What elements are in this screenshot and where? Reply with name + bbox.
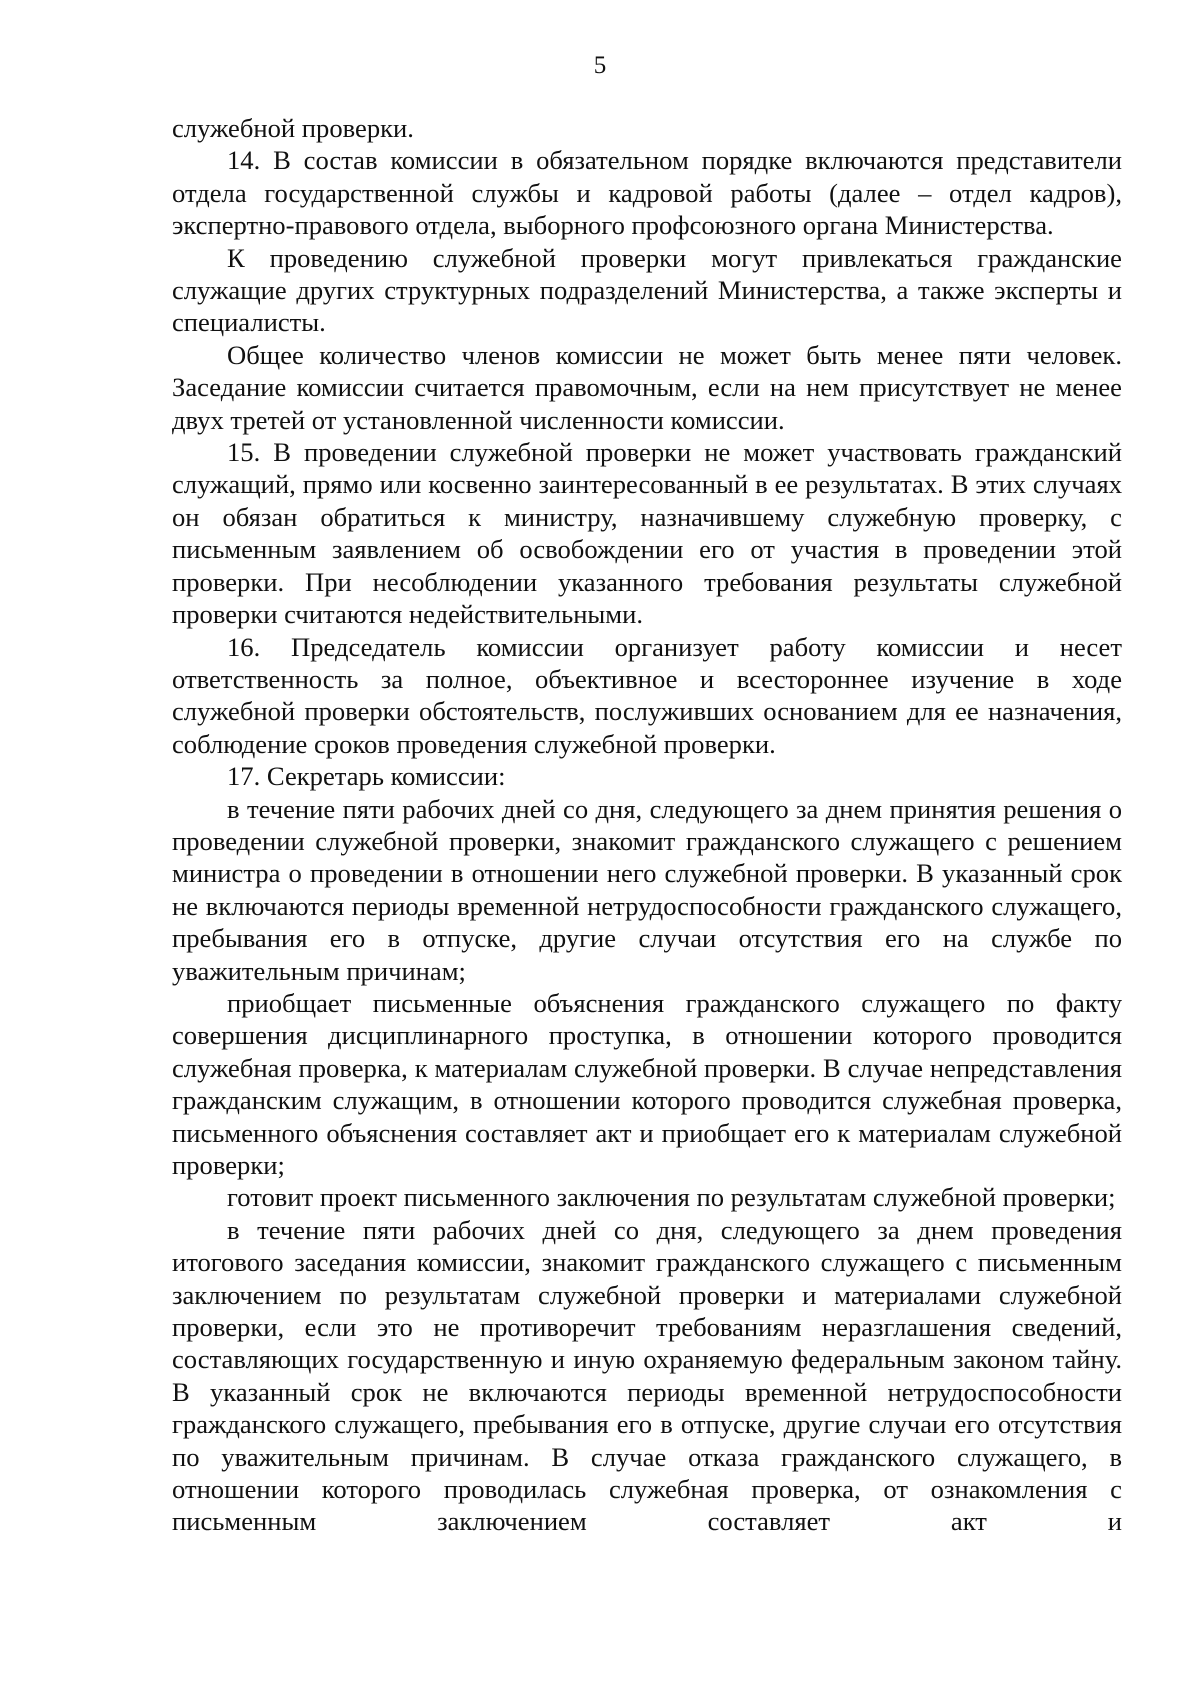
paragraph-item-16: 16. Председатель комиссии организует работу комиссии и несет ответственность за полное, объективное и всестороннее изучение в ходе служебной проверки обстоятельств, послуживших основанием для ее назначения, соблюдение сроков проведения служебной проверки.	[172, 631, 1122, 759]
paragraph-secretary-duty-2: приобщает письменные объяснения гражданского служащего по факту совершения дисциплинарного проступка, в отношении которого проводится служебная проверка, к материалам служебной проверки. В случае непредставления гражданским служащим, в отношении которого проводится служебная проверка, письменного объяснения составляет акт и приобщает его к материалам служебной проверки;	[172, 987, 1122, 1180]
document-body	[172, 112, 1122, 1538]
paragraph-involvement: К проведению служебной проверки могут привлекаться гражданские служащие других структурных подразделений Министерства, а также эксперты и специалисты.	[172, 242, 1122, 338]
paragraph-quorum: Общее количество членов комиссии не может быть менее пяти человек. Заседание комиссии считается правомочным, если на нем присутствует не менее двух третей от установленной численности комиссии.	[172, 339, 1122, 435]
paragraph-secretary-duty-4: в течение пяти рабочих дней со дня, следующего за днем проведения итогового заседания комиссии, знакомит гражданского служащего с письменным заключением по результатам служебной проверки и материалами служебной проверки, если это не противоречит требованиям неразглашения сведений, составляющих государственную и иную охраняемую федеральным законом тайну. В указанный срок не включаются периоды временной нетрудоспособности гражданского служащего, пребывания его в отпуске, другие случаи его отсутствия по уважительным причинам. В случае отказа гражданского служащего, в отношении которого проводилась служебная проверка, от ознакомления с письменным заключением составляет акт и	[172, 1214, 1122, 1537]
page-number: 5	[593, 52, 607, 79]
paragraph-item-15: 15. В проведении служебной проверки не может участвовать гражданский служащий, прямо или косвенно заинтересованный в ее результатах. В этих случаях он обязан обратиться к министру, назначившему служебную проверку, с письменным заявлением об освобождении его от участия в проведении этой проверки. При несоблюдении указанного требования результаты служебной проверки считаются недействительными.	[172, 437, 1122, 630]
paragraph-secretary-duty-3: готовит проект письменного заключения по результатам служебной проверки;	[227, 1182, 1116, 1213]
paragraph-continuation: служебной проверки.	[172, 113, 414, 143]
paragraph-secretary-duty-1: в течение пяти рабочих дней со дня, следующего за днем принятия решения о проведении служебной проверки, знакомит гражданского служащего с решением министра о проведении в отношении него служебной проверки. В указанный срок не включаются периоды временной нетрудоспособности гражданского служащего, пребывания его в отпуске, другие случаи отсутствия его на службе по уважительным причинам;	[172, 793, 1122, 986]
paragraph-item-14: 14. В состав комиссии в обязательном порядке включаются представители отдела государственной службы и кадровой работы (далее – отдел кадров), экспертно-правового отдела, выборного профсоюзного органа Министерства.	[172, 145, 1122, 241]
paragraph-item-17: 17. Секретарь комиссии:	[227, 761, 506, 792]
